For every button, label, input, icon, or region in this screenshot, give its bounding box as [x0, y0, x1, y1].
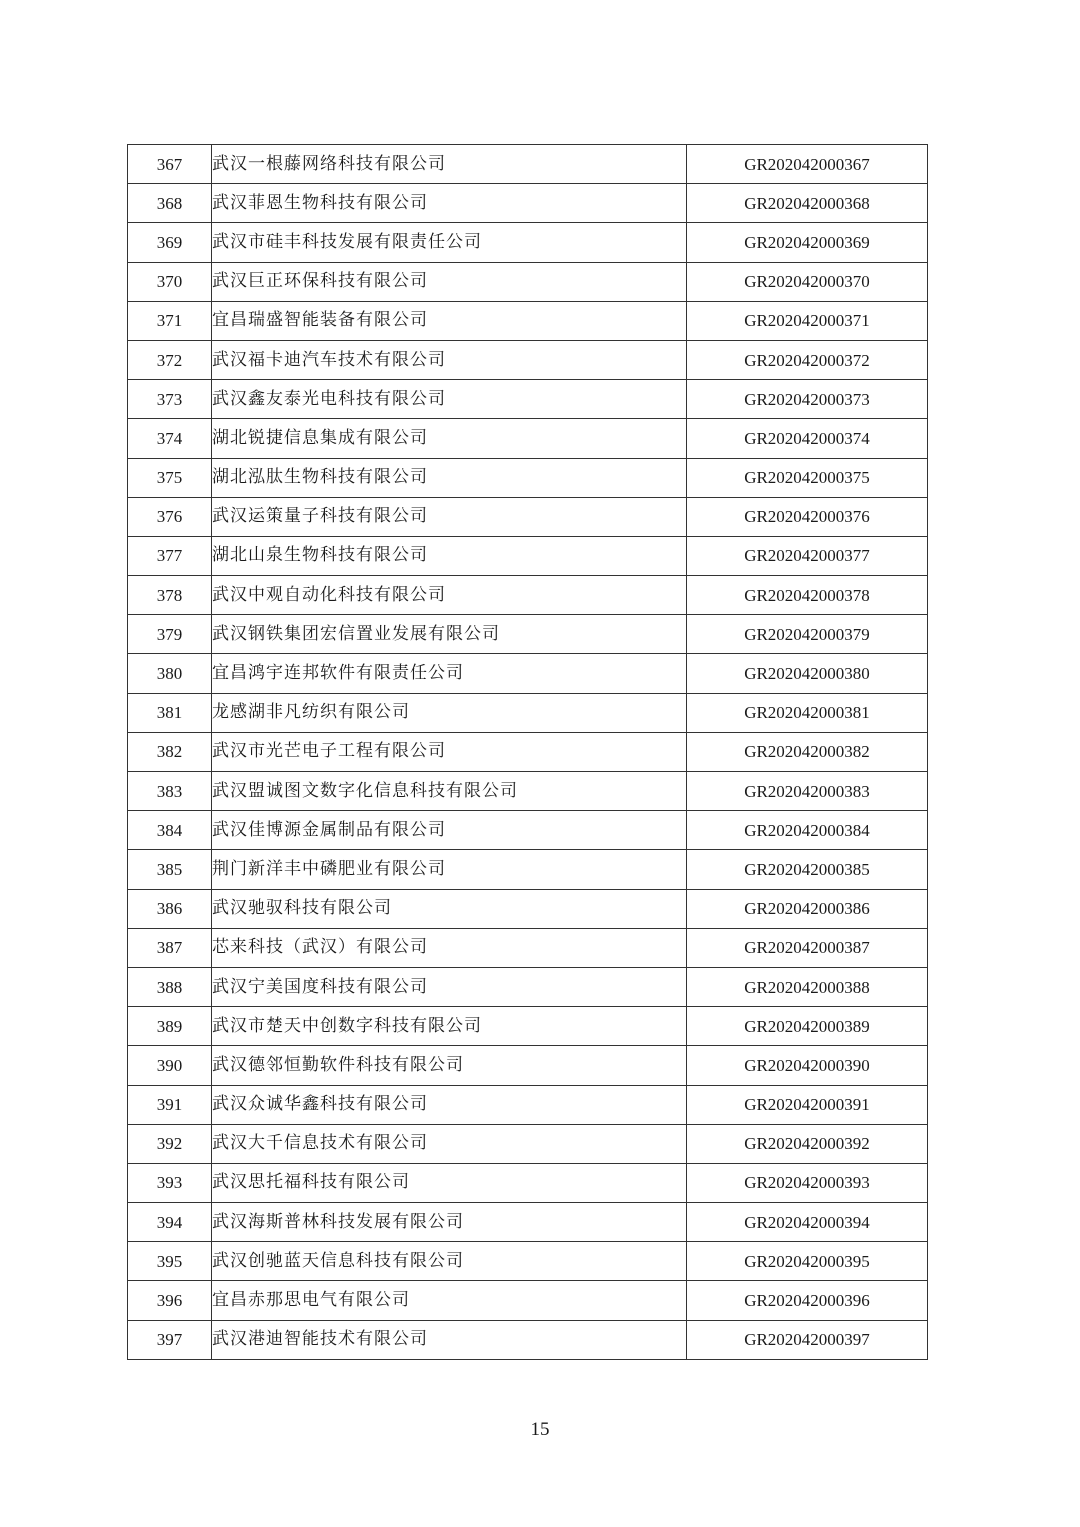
table-row	[128, 497, 928, 536]
table-row	[128, 145, 928, 184]
certificate-code: GR202042000388	[687, 967, 928, 1006]
company-name: 宜昌赤那思电气有限公司	[212, 1281, 687, 1320]
company-name: 武汉众诚华鑫科技有限公司	[212, 1085, 687, 1124]
certificate-code: GR202042000370	[687, 262, 928, 301]
certificate-code: GR202042000372	[687, 340, 928, 379]
certificate-code: GR202042000393	[687, 1163, 928, 1202]
company-name: 武汉驰驭科技有限公司	[212, 889, 687, 928]
company-name: 武汉大千信息技术有限公司	[212, 1124, 687, 1163]
table-row	[128, 732, 928, 771]
certificate-code: GR202042000376	[687, 497, 928, 536]
company-name: 武汉海斯普林科技发展有限公司	[212, 1203, 687, 1242]
row-number: 376	[128, 497, 212, 536]
row-number: 370	[128, 262, 212, 301]
table-row	[128, 615, 928, 654]
row-number: 367	[128, 145, 212, 184]
table-row	[128, 184, 928, 223]
company-name: 湖北山泉生物科技有限公司	[212, 536, 687, 575]
row-number: 393	[128, 1163, 212, 1202]
table-row	[128, 1320, 928, 1359]
certificate-code: GR202042000369	[687, 223, 928, 262]
certificate-code: GR202042000371	[687, 301, 928, 340]
table-row	[128, 458, 928, 497]
company-name: 武汉市楚天中创数字科技有限公司	[212, 1007, 687, 1046]
table-row	[128, 1046, 928, 1085]
row-number: 369	[128, 223, 212, 262]
table-row	[128, 1281, 928, 1320]
certificate-code: GR202042000373	[687, 380, 928, 419]
table-row	[128, 811, 928, 850]
row-number: 375	[128, 458, 212, 497]
company-name: 宜昌鸿宇连邦软件有限责任公司	[212, 654, 687, 693]
company-name: 武汉盟诚图文数字化信息科技有限公司	[212, 772, 687, 811]
table-row	[128, 380, 928, 419]
company-name: 武汉菲恩生物科技有限公司	[212, 184, 687, 223]
row-number: 373	[128, 380, 212, 419]
company-name: 龙感湖非凡纺织有限公司	[212, 693, 687, 732]
company-name: 武汉创驰蓝天信息科技有限公司	[212, 1242, 687, 1281]
row-number: 368	[128, 184, 212, 223]
company-name: 武汉港迪智能技术有限公司	[212, 1320, 687, 1359]
row-number: 384	[128, 811, 212, 850]
row-number: 390	[128, 1046, 212, 1085]
company-name: 武汉中观自动化科技有限公司	[212, 576, 687, 615]
table-row	[128, 1085, 928, 1124]
company-name: 武汉宁美国度科技有限公司	[212, 967, 687, 1006]
row-number: 388	[128, 967, 212, 1006]
certificate-code: GR202042000377	[687, 536, 928, 575]
company-name: 武汉思托福科技有限公司	[212, 1163, 687, 1202]
table-row	[128, 223, 928, 262]
company-name: 武汉福卡迪汽车技术有限公司	[212, 340, 687, 379]
table-row	[128, 693, 928, 732]
table-row	[128, 576, 928, 615]
company-name: 湖北锐捷信息集成有限公司	[212, 419, 687, 458]
company-name: 宜昌瑞盛智能装备有限公司	[212, 301, 687, 340]
certificate-code: GR202042000375	[687, 458, 928, 497]
company-name: 荆门新洋丰中磷肥业有限公司	[212, 850, 687, 889]
table-row	[128, 928, 928, 967]
table-row	[128, 1203, 928, 1242]
row-number: 371	[128, 301, 212, 340]
table-row	[128, 301, 928, 340]
row-number: 377	[128, 536, 212, 575]
certificate-code: GR202042000391	[687, 1085, 928, 1124]
row-number: 378	[128, 576, 212, 615]
certificate-code: GR202042000394	[687, 1203, 928, 1242]
company-name: 武汉佳博源金属制品有限公司	[212, 811, 687, 850]
table-row	[128, 850, 928, 889]
certificate-code: GR202042000382	[687, 732, 928, 771]
certificate-code: GR202042000385	[687, 850, 928, 889]
certificate-code: GR202042000384	[687, 811, 928, 850]
table-body	[128, 145, 928, 1360]
page-number: 15	[530, 1419, 550, 1440]
row-number: 386	[128, 889, 212, 928]
company-name: 武汉鑫友泰光电科技有限公司	[212, 380, 687, 419]
table-row	[128, 262, 928, 301]
row-number: 381	[128, 693, 212, 732]
company-name: 武汉钢铁集团宏信置业发展有限公司	[212, 615, 687, 654]
company-name: 湖北泓肽生物科技有限公司	[212, 458, 687, 497]
table-row	[128, 340, 928, 379]
certificate-code: GR202042000392	[687, 1124, 928, 1163]
company-name: 武汉德邻恒勤软件科技有限公司	[212, 1046, 687, 1085]
row-number: 372	[128, 340, 212, 379]
company-name: 武汉市硅丰科技发展有限责任公司	[212, 223, 687, 262]
enterprise-table	[127, 144, 928, 1360]
row-number: 391	[128, 1085, 212, 1124]
row-number: 394	[128, 1203, 212, 1242]
certificate-code: GR202042000397	[687, 1320, 928, 1359]
table-row	[128, 1242, 928, 1281]
certificate-code: GR202042000383	[687, 772, 928, 811]
table-row	[128, 1124, 928, 1163]
row-number: 383	[128, 772, 212, 811]
company-name: 武汉巨正环保科技有限公司	[212, 262, 687, 301]
table-row	[128, 654, 928, 693]
company-name: 武汉运策量子科技有限公司	[212, 497, 687, 536]
certificate-code: GR202042000387	[687, 928, 928, 967]
certificate-code: GR202042000389	[687, 1007, 928, 1046]
company-name: 武汉一根藤网络科技有限公司	[212, 145, 687, 184]
table-row	[128, 967, 928, 1006]
certificate-code: GR202042000381	[687, 693, 928, 732]
table-row	[128, 1007, 928, 1046]
company-name: 武汉市光芒电子工程有限公司	[212, 732, 687, 771]
row-number: 387	[128, 928, 212, 967]
row-number: 385	[128, 850, 212, 889]
certificate-code: GR202042000390	[687, 1046, 928, 1085]
row-number: 382	[128, 732, 212, 771]
certificate-code: GR202042000386	[687, 889, 928, 928]
row-number: 392	[128, 1124, 212, 1163]
table-row	[128, 536, 928, 575]
company-name: 芯来科技（武汉）有限公司	[212, 928, 687, 967]
row-number: 397	[128, 1320, 212, 1359]
row-number: 380	[128, 654, 212, 693]
row-number: 379	[128, 615, 212, 654]
certificate-code: GR202042000395	[687, 1242, 928, 1281]
table-row	[128, 1163, 928, 1202]
certificate-code: GR202042000368	[687, 184, 928, 223]
certificate-code: GR202042000396	[687, 1281, 928, 1320]
table-row	[128, 419, 928, 458]
row-number: 389	[128, 1007, 212, 1046]
certificate-code: GR202042000379	[687, 615, 928, 654]
row-number: 374	[128, 419, 212, 458]
row-number: 396	[128, 1281, 212, 1320]
table-row	[128, 889, 928, 928]
certificate-code: GR202042000367	[687, 145, 928, 184]
row-number: 395	[128, 1242, 212, 1281]
certificate-code: GR202042000380	[687, 654, 928, 693]
certificate-code: GR202042000378	[687, 576, 928, 615]
certificate-code: GR202042000374	[687, 419, 928, 458]
table-row	[128, 772, 928, 811]
